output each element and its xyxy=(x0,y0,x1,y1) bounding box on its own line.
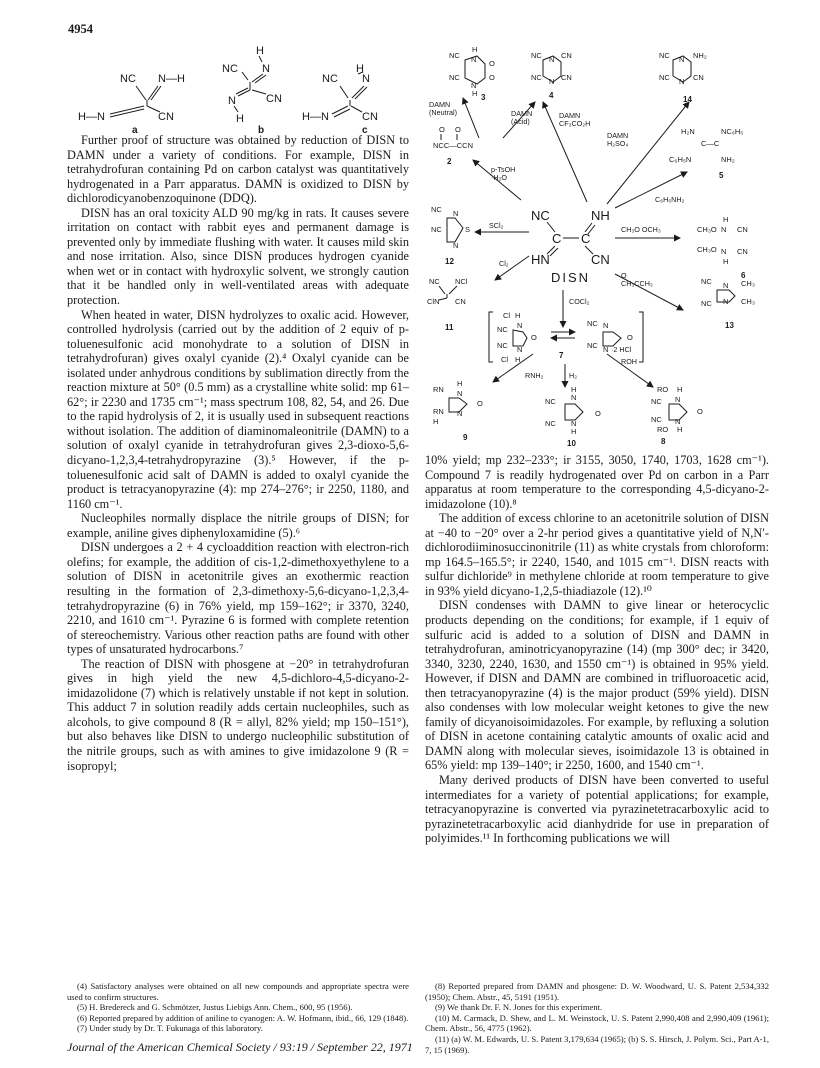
atom-label: NC xyxy=(449,73,460,82)
atom-label: O xyxy=(455,125,461,134)
atom-label: NC xyxy=(497,325,508,334)
reagent-ptsoh: p-TsOH ·H₂O xyxy=(491,165,516,182)
compound-13 xyxy=(701,277,755,330)
compound-7 xyxy=(489,311,643,364)
atom-label: CN xyxy=(737,225,748,234)
atom-label: NC xyxy=(701,277,712,286)
atom-label: N xyxy=(471,55,477,64)
footnotes-left xyxy=(67,981,409,1034)
paragraph: 10% yield; mp 232–233°; ir 3155, 3050, 1740, 1703, 1628 cm⁻¹). Compound 7 is readily hydrogenated over Pd on carbon in a Parr apparatus at room temperature to the corresponding 4,5-dicyano-2-imidazolone (10).⁸ xyxy=(425,453,769,511)
footnote: (7) Under study by Dr. T. Fukunaga of this laboratory. xyxy=(77,1023,263,1034)
compound-number: 9 xyxy=(463,433,468,442)
disn-center-structure xyxy=(531,208,610,285)
atom-label: N xyxy=(453,241,459,250)
structure-label: c xyxy=(362,125,368,134)
reagent-aniline: C₆H₅NH₂ xyxy=(655,195,685,204)
compound-number: 7 xyxy=(559,351,564,360)
atom-label: N xyxy=(457,389,463,398)
compound-number: 14 xyxy=(683,95,692,104)
atom-label: RN xyxy=(433,385,444,394)
reagent-scl2: SCl₂ xyxy=(489,221,504,230)
atom-label: NCl xyxy=(455,277,468,286)
atom-label: NC xyxy=(659,51,670,60)
atom-label: NC xyxy=(587,341,598,350)
reagent-damn-acid: DAMN (Acid) xyxy=(511,109,533,126)
arrow-to-14 xyxy=(607,102,692,204)
atom-label: RN xyxy=(433,407,444,416)
compound-number: 6 xyxy=(741,271,746,280)
atom-label: N—H xyxy=(158,73,185,85)
atom-label: NC xyxy=(701,299,712,308)
structure-b xyxy=(222,45,282,134)
atom-label: NC xyxy=(222,63,238,75)
atom-label: H xyxy=(571,427,577,436)
paragraph: DISN condenses with DAMN to give linear or heterocyclic products depending on the conditions; for example, if 1 equiv of sulfuric acid is added to a solution of DISN and DAMN in tetrahydrofuran, aminotricyanopyrazine (14) (mp 300° dec; ir 3420, 3340, 3230, 2240, 1630, and 1550 cm⁻¹) is obtained in 95% yield. However, if DISN and DAMN are combined in trifluoroacetic acid, then tetracyanopyrazine (4) is the major product (59% yield). DISN also condenses with low molecular weight ketones to give the new family of dicyanoisoimidazoles. For example, by refluxing a solution of DISN in acetone containing catalytic amounts of oxalic acid and DAMN along with molecular sieves, isoimidazole 13 is obtained in 65% yield: mp 139–140°; ir 2250, 1600, and 1540 cm⁻¹. xyxy=(425,598,769,773)
compound-6 xyxy=(697,215,748,280)
atom-label: N xyxy=(723,281,729,290)
atom-label: H xyxy=(356,63,364,75)
reagent-rnh2: RNH₂ xyxy=(525,371,544,380)
reagent-acetone: O CH₃CCH₃ xyxy=(621,271,653,288)
compound-number: 8 xyxy=(661,437,666,446)
compound-name-disn: DISN xyxy=(551,270,591,285)
atom-label: N xyxy=(571,393,577,402)
compound-number: 11 xyxy=(445,323,454,332)
atom-label: HN xyxy=(531,252,550,267)
atom-label: N xyxy=(675,417,681,426)
atom-label: NC xyxy=(587,319,598,328)
compound-4 xyxy=(531,51,572,100)
arrow-to-3 xyxy=(463,98,479,138)
atom-label: NH₂ xyxy=(693,51,707,60)
atom-label: NC xyxy=(497,341,508,350)
atom-label: N xyxy=(471,81,477,90)
atom-label: N xyxy=(603,345,609,354)
atom-label: C—C xyxy=(701,139,720,148)
compound-3 xyxy=(449,45,495,102)
atom-label: CN xyxy=(455,297,466,306)
reagent-cl2: Cl₂ xyxy=(499,259,509,268)
atom-label: H xyxy=(571,385,577,394)
ring xyxy=(513,330,527,346)
atom-label: H xyxy=(723,257,729,266)
footnote: (8) Reported prepared from DAMN and phosgene: D. W. Woodward, U. S. Patent 2,534,332 (1950); Chem. Abstr., 45, 5191 (1951). xyxy=(425,981,769,1002)
journal-footer: Journal of the American Chemical Society / 93:19 / September 22, 1971 xyxy=(67,1040,413,1054)
compound-number: 12 xyxy=(445,257,454,266)
atom-label: NC xyxy=(545,419,556,428)
reagent-cocl2: COCl₂ xyxy=(569,297,590,306)
paragraph: Further proof of structure was obtained by reduction of DISN to DAMN under a variety of conditions. For example, DISN in tetrahydrofuran containing Pd on carbon catalyst was quantitatively hydrogenated in a Parr apparatus. DAMN is oxidized to DISN by dichlorodicyanobenzoquinone (DDQ). xyxy=(67,133,409,206)
atom-label: H xyxy=(677,425,683,434)
atom-label: NC xyxy=(120,73,136,85)
paragraph: The reaction of DISN with phosgene at −20° in tetrahydrofuran gives in high yield the new 4,5-dichloro-4,5-dicyano-2-imidazolidone (7) which is relatively unstable if not kept in solution. This adduct 7 in solution readily adds certain nucleophiles, such as alcohols, to give compound 8 (R = allyl, 82% yield; mp 150–151°), but also behaves like DISN to undergo nucleophilic substitution of the nitrile groups, such as with amines to give imidazolone 9 (R = isopropyl; xyxy=(67,656,409,773)
atom-label: C xyxy=(552,231,562,246)
paragraph: Nucleophiles normally displace the nitrile groups of DISN; for example, aniline gives diphenyloxamidine (5).⁶ xyxy=(67,511,409,540)
atom-label: NC xyxy=(431,225,442,234)
compound-8 xyxy=(651,385,703,446)
compound-number: 2 xyxy=(447,157,452,166)
structure-a xyxy=(78,73,185,134)
atom-label: NC xyxy=(531,208,550,223)
atom-label: O xyxy=(489,73,495,82)
atom-label: CH₃ xyxy=(741,279,755,288)
atom-label: RO xyxy=(657,425,669,434)
atom-label: N xyxy=(262,63,270,75)
atom-label: CN xyxy=(362,111,378,123)
atom-label: NH xyxy=(591,208,610,223)
atom-label: N xyxy=(679,55,685,64)
atom-label: NC xyxy=(431,205,442,214)
footnote: (9) We thank Dr. F. N. Jones for this experiment. xyxy=(435,1002,603,1013)
atom-label: H xyxy=(723,215,729,224)
compound-2 xyxy=(433,125,473,166)
compound-9 xyxy=(433,379,483,442)
atom-label: N xyxy=(549,55,555,64)
atom-label: C₆H₅N xyxy=(669,155,692,164)
reagent-h2: H₂ xyxy=(569,371,577,380)
footnote: (11) (a) W. M. Edwards, U. S. Patent 3,179,634 (1965); (b) S. S. Hirsch, J. Polym. Sci., Part A-1, 7, 15 (1969). xyxy=(425,1033,769,1055)
compound-12 xyxy=(431,205,470,266)
paragraph: DISN has an oral toxicity ALD 90 mg/kg in rats. It causes severe irritation on contact with rabbit eyes and permanent damage is prevented only by immediate flushing with water. It causes mild skin and nose irritation. Also, since DISN produces hydrogen cyanide when wet or in contact with hydroxylic solvent, we strongly caution that it be handled only in well-ventilated areas with adequate protection. xyxy=(67,205,409,308)
paragraph: Many derived products of DISN have been converted to useful intermediates for a variety of potential applications; for example, tetracyanopyrazine is converted via pyrazinetetracarboxylic acid to pyrazinetetracarboxylic acid dianhydride for use in preparation of polyimides.¹¹ In forthcoming publications we will xyxy=(425,773,769,846)
atom-label: N xyxy=(362,73,370,85)
atom-label: NC xyxy=(531,73,542,82)
atom-label: N xyxy=(723,297,729,306)
atom-label: NC xyxy=(651,415,662,424)
atom-label: N xyxy=(721,225,727,234)
atom-label: N xyxy=(679,77,685,86)
footnote: (10) M. Carmack, D. Shew, and L. M. Weinstock, U. S. Patent 2,990,408 and 2,990,409 (1961); Chem. Abstr., 56, 4775 (1962). xyxy=(425,1012,769,1034)
atom-label: CN xyxy=(561,73,572,82)
tautomer-structures-figure xyxy=(70,42,410,134)
structure-c xyxy=(302,63,378,134)
atom-label: N xyxy=(603,321,609,330)
compound-number: 5 xyxy=(719,171,724,180)
atom-label: H xyxy=(472,89,478,98)
atom-label: O xyxy=(439,125,445,134)
atom-label: NC₆H₅ xyxy=(721,127,744,136)
atom-label: O xyxy=(627,333,633,342)
atom-label: NC xyxy=(651,397,662,406)
atom-label: N xyxy=(675,395,681,404)
footnote: (5) H. Bredereck and G. Schmötzer, Justus Liebigs Ann. Chem., 600, 95 (1956). xyxy=(77,1002,353,1013)
paragraph: DISN undergoes a 2 + 4 cycloaddition reaction with electron-rich olefins; for example, the addition of cis-1,2-dimethoxyethylene to a solution of DISN in acetonitrile gives an exothermic reaction resulting in the formation of 2,3-dimethoxy-5,6-dicyano-1,2,3,4-tetrahydropyrazine (6) in 76% yield, mp 159–162°; ir 3370, 3240, 2210, and 1610 cm⁻¹. Pyrazine 6 is formed with complete retention of stereochemistry. Various other reaction paths are found with other types of unsaturated hydrocarbons.⁷ xyxy=(67,540,409,657)
compound-number: 4 xyxy=(549,91,554,100)
atom-label: H xyxy=(256,45,264,57)
atom-label: H₂N xyxy=(681,127,695,136)
reaction-scheme-figure xyxy=(425,42,770,447)
compound-10 xyxy=(545,385,601,447)
atom-label: H xyxy=(472,45,478,54)
structure-label: a xyxy=(132,125,138,134)
atom-label: CH₃ xyxy=(741,297,755,306)
atom-label: N xyxy=(453,209,459,218)
atom-label: ClN xyxy=(427,297,440,306)
atom-label: N xyxy=(457,409,463,418)
atom-label: CN xyxy=(158,111,174,123)
atom-label: S xyxy=(465,225,471,234)
atom-label: O xyxy=(697,407,703,416)
atom-label: N xyxy=(721,247,727,256)
paragraph: The addition of excess chlorine to an acetonitrile solution of DISN at −40 to −20° over a 2-hr period gives a quantitative yield of N,N′-dichlorodiiminosuccinonitrile (11) as white crystals from chloroform: mp 164.5–165.5°; ir 2240, 1540, and 1015 cm⁻¹. DISN reacts with sulfur dichloride⁹ in methylene chloride at room temperature to give in 93% yield dicyano-1,2,5-thiadiazole (12).¹⁰ xyxy=(425,511,769,598)
atom-label: H xyxy=(515,355,521,364)
paragraph: When heated in water, DISN hydrolyzes to oxalic acid. However, controlled hydrolysis (carried out by the addition of 2 equiv of p-toluenesulfonic acid monohydrate to a solution of DISN in tetrahydrofuran) gives oxalyl cyanide (2).⁴ Oxalyl cyanide can be isolated under anhydrous conditions by sublimation directly from the reaction mixture at 50° (0.5 mm) as a crystalline white solid: mp 61–62°; ir 2230 and 1735 cm⁻¹; mass spectrum 108, 82, 54, and 26. Due to the rapid hydrolysis of 2, it is usually used in subsequent reactions without isolation. The addition of diaminomaleonitrile (DAMN) to a solution of oxalyl cyanide in tetrahydrofuran gives 2,3-dioxo-5,6-dicyano-1,2,3,4-tetrahydropyrazine (3).⁵ However, if the p-toluenesulfonic acid salt of DAMN is added to oxalyl cyanide the product is tetracyanopyrazine (4): mp 274–276°; ir 2250, 1180, and 1160 cm⁻¹. xyxy=(67,307,409,511)
compound-11 xyxy=(427,277,468,332)
atom-label: H xyxy=(457,379,463,388)
atom-label: Cl xyxy=(501,355,509,364)
reagent-2hcl: ·2 HCl xyxy=(611,345,632,354)
reagent-damn-cf3co2h: DAMN CF₃CO₂H xyxy=(559,111,591,128)
page-number: 4954 xyxy=(68,22,93,36)
atom-label: N xyxy=(549,77,555,86)
atom-label: NC xyxy=(322,73,338,85)
atom-label: CN xyxy=(266,93,282,105)
atom-label: H—N xyxy=(302,111,329,123)
atom-label: H xyxy=(515,311,521,320)
atom-label: N xyxy=(517,345,523,354)
atom-label: NH₂ xyxy=(721,155,735,164)
footnote: (4) Satisfactory analyses were obtained on all new compounds and appropriate spectra were used to confirm structures. xyxy=(67,981,409,1002)
ring xyxy=(603,332,621,346)
atom-label: N xyxy=(517,321,523,330)
reagent-roh: ROH xyxy=(621,357,637,366)
compound-number: 13 xyxy=(725,321,734,330)
atom-label: NC xyxy=(531,51,542,60)
atom-label: CH₃O xyxy=(697,245,717,254)
ring xyxy=(447,218,463,242)
atom-label: NC xyxy=(659,73,670,82)
atom-label: NC xyxy=(545,397,556,406)
compound-5 xyxy=(669,127,743,180)
atom-label: NC xyxy=(449,51,460,60)
atom-label: CH₃O xyxy=(697,225,717,234)
atom-label: RO xyxy=(657,385,669,394)
atom-label: CN xyxy=(591,252,610,267)
structure-label: b xyxy=(258,125,265,134)
compound-number: 3 xyxy=(481,93,486,102)
atom-label: H xyxy=(677,385,683,394)
reagent-damn-neutral: DAMN (Neutral) xyxy=(429,100,457,117)
atom-label: H xyxy=(433,417,439,426)
atom-label: C xyxy=(581,231,591,246)
atom-label: CN xyxy=(561,51,572,60)
compound-14 xyxy=(659,51,707,104)
atom-label: H—N xyxy=(78,111,105,123)
atom-label: CN xyxy=(737,247,748,256)
atom-label: O xyxy=(477,399,483,408)
atom-label: H xyxy=(236,113,244,125)
atom-label: Cl xyxy=(503,311,511,320)
compound-number: 10 xyxy=(567,439,576,447)
atom-label: N xyxy=(228,95,236,107)
atom-label: O xyxy=(595,409,601,418)
footnote: (6) Reported prepared by addition of aniline to cyanogen: A. W. Hofmann, ibid., 66, 129 (1848). xyxy=(77,1012,409,1023)
atom-label: CN xyxy=(693,73,704,82)
atom-label: O xyxy=(489,59,495,68)
ring xyxy=(565,404,583,420)
reagent-damn-h2so4: DAMN H₂SO₄ xyxy=(607,131,629,148)
atom-label: O xyxy=(531,333,537,342)
atom-label: NCC—CCN xyxy=(433,141,473,150)
atom-label: N xyxy=(571,419,577,428)
reagent-olefin: CH₃O OCH₃ xyxy=(621,225,661,234)
atom-label: NC xyxy=(429,277,440,286)
